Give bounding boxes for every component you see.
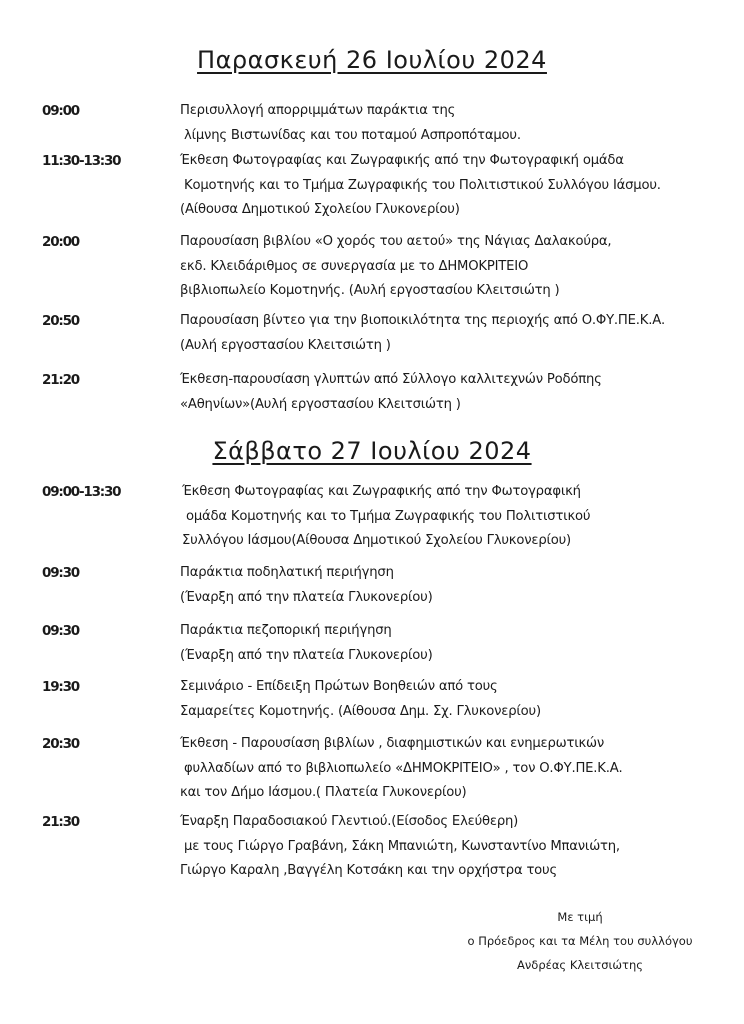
signature-org: ο Πρόεδρος και τα Μέλη του συλλόγου xyxy=(467,934,693,948)
signature-greeting: Με τιμή xyxy=(557,910,603,924)
event-line: Έκθεση Φωτογραφίας και Ζωγραφικής από την Φωτογραφική xyxy=(182,484,581,499)
event-line: ομάδα Κομοτηνής και το Τμήμα Ζωγραφικής του Πολιτιστικού xyxy=(186,508,591,524)
event-line: «Αθηνίων»(Αυλή εργοστασίου Κλειτσιώτη ) xyxy=(180,396,461,412)
event-line: (Αίθουσα Δημοτικού Σχολείου Γλυκονερίου) xyxy=(180,202,460,217)
signature-name: Ανδρέας Κλειτσιώτης xyxy=(517,958,643,972)
event-line: (Αυλή εργοστασίου Κλειτσιώτη ) xyxy=(180,337,391,353)
event-time: 21:30 xyxy=(42,814,79,830)
event-time: 20:00 xyxy=(42,234,79,250)
event-line: Γιώργο Καραλη ,Βαγγέλη Κοτσάκη και την ορχήστρα τους xyxy=(180,863,558,878)
event-description xyxy=(180,619,433,668)
event-time: 09:30 xyxy=(42,565,79,581)
event-line: Έκθεση - Παρουσίαση βιβλίων , διαφημιστικών και ενημερωτικών xyxy=(180,736,605,751)
event-description xyxy=(182,480,590,554)
event-description xyxy=(180,309,665,358)
event-line: Συλλόγου Ιάσμου(Αίθουσα Δημοτικού Σχολείου Γλυκονερίου) xyxy=(182,533,572,548)
event-time: 20:50 xyxy=(42,313,79,329)
event-line: Παρουσίαση βίντεο για την βιοποικιλότητα της περιοχής από Ο.ΦΥ.ΠΕ.Κ.Α. xyxy=(180,313,666,328)
event-time: 09:30 xyxy=(42,623,79,639)
event-line: με τους Γιώργο Γραβάνη, Σάκη Μπανιώτη, Κωνσταντίνο Μπανιώτη, xyxy=(184,838,620,854)
event-line: και τον Δήμο Ιάσμου.( Πλατεία Γλυκονερίου) xyxy=(180,785,467,800)
event-line: (Έναρξη από την πλατεία Γλυκονερίου) xyxy=(180,647,433,663)
event-description xyxy=(180,149,661,223)
event-line: Παράκτια ποδηλατική περιήγηση xyxy=(180,565,394,580)
event-line: εκδ. Κλειδάριθμος σε συνεργασία με το ΔΗΜΟΚΡΙΤΕΙΟ xyxy=(180,258,529,274)
event-line: Παρουσίαση βιβλίου «Ο χορός του αετού» της Νάγιας Δαλακούρα, xyxy=(180,234,612,249)
event-line: φυλλαδίων από το βιβλιοπωλείο «ΔΗΜΟΚΡΙΤΕΙΟ» , τον Ο.ΦΥ.ΠΕ.Κ.Α. xyxy=(184,760,623,776)
event-line: βιβλιοπωλείο Κομοτηνής. (Αυλή εργοστασίου Κλειτσιώτη ) xyxy=(180,283,560,298)
event-description xyxy=(180,675,541,724)
event-line: λίμνης Βιστωνίδας και του ποταμού Ασπροπόταμου. xyxy=(184,127,521,143)
day-title-text: Παρασκευή 26 Ιουλίου 2024 xyxy=(197,46,547,74)
event-line: Έκθεση-παρουσίαση γλυπτών από Σύλλογο καλλιτεχνών Ροδόπης xyxy=(180,372,602,387)
event-description xyxy=(180,810,620,884)
event-time: 20:30 xyxy=(42,736,79,752)
event-line: Έκθεση Φωτογραφίας και Ζωγραφικής από την Φωτογραφική ομάδα xyxy=(180,153,624,168)
event-line: (Έναρξη από την πλατεία Γλυκονερίου) xyxy=(180,589,433,605)
event-line: Περισυλλογή απορριμμάτων παράκτια της xyxy=(180,103,456,118)
event-line: Σεμινάριο - Επίδειξη Πρώτων Βοηθειών από τους xyxy=(180,679,498,694)
day-title-text: Σάββατο 27 Ιουλίου 2024 xyxy=(212,437,532,465)
event-description xyxy=(180,561,433,610)
event-description xyxy=(180,732,623,806)
event-description xyxy=(180,368,602,417)
event-description xyxy=(180,230,611,304)
event-line: Σαμαρείτες Κομοτηνής. (Αίθουσα Δημ. Σχ. Γλυκονερίου) xyxy=(180,703,541,719)
event-line: Παράκτια πεζοπορική περιήγηση xyxy=(180,623,392,638)
day-title-friday xyxy=(0,46,744,74)
event-time: 11:30-13:30 xyxy=(42,153,121,169)
event-line: Κομοτηνής και το Τμήμα Ζωγραφικής του Πολιτιστικού Συλλόγου Ιάσμου. xyxy=(184,177,661,193)
day-title-saturday xyxy=(0,437,744,465)
event-line: Έναρξη Παραδοσιακού Γλεντιού.(Είσοδος Ελεύθερη) xyxy=(180,814,519,829)
event-time: 09:00 xyxy=(42,103,79,119)
event-time: 21:20 xyxy=(42,372,79,388)
event-time: 09:00-13:30 xyxy=(42,484,121,500)
signature-block xyxy=(430,905,730,977)
event-description xyxy=(180,99,521,148)
event-time: 19:30 xyxy=(42,679,79,695)
